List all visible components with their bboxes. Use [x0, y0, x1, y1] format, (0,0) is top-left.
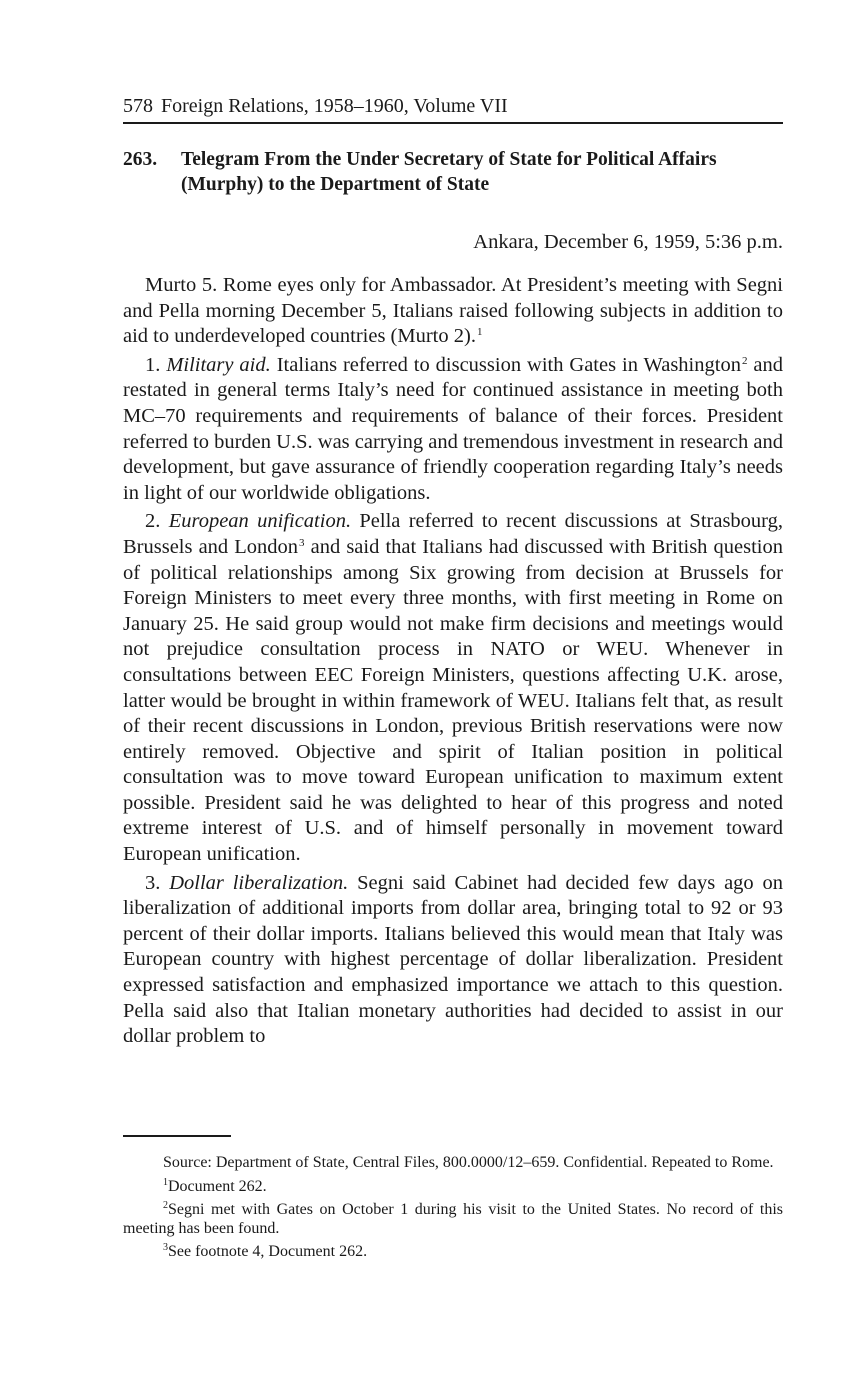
footnote [123, 1201, 783, 1238]
paragraph-text: and said that Italians had discussed with British question of political relationships among Six growing from decision at Brussels for Foreign Ministers to meet every three months, with first meeting in Rome on January 25. He said group would not make firm decisions and meetings would not prejudice consultation process in NATO or WEU. Whenever in consultations between EEC Foreign Ministers, questions affecting U.K. arose, latter would be brought in within framework of WEU. Italians felt that, as result of their recent discussions in London, previous British reservations were now entirely removed. Objective and spirit of Italian position in political consultation was to move toward European unification to maximum extent possible. President said he was delighted to hear of this progress and noted extreme interest of U.S. and of himself personally in movement toward European unification. [123, 535, 783, 866]
paragraph-european-unification [123, 509, 783, 867]
footnote [123, 1178, 783, 1197]
footnote [123, 1243, 783, 1262]
document-title: Telegram From the Under Secretary of State for Political Affairs (Murphy) to the Department of State [181, 149, 717, 195]
document-number: 263. [123, 149, 158, 170]
paragraph-intro [123, 273, 783, 350]
footnote-marker: 1 [163, 1176, 168, 1188]
paragraph-text: Segni said Cabinet had decided few days ago on liberalization of additional imports from dollar area, bringing total to 92 or 93 percent of their dollar imports. Italians believed this would mean that Italy was European country with highest percentage of dollar liberalization. President expressed satisfaction and emphasized importance we attach to this question. Pella said also that Italian monetary authorities had decided to assist in our dollar problem to [123, 871, 783, 1048]
footnote-ref: 3 [299, 536, 305, 549]
item-heading: European unification. [168, 510, 352, 533]
footnote-marker: 2 [163, 1200, 168, 1211]
item-number: 2. [145, 510, 161, 533]
footnote-text: See footnote 4, Document 262. [168, 1243, 368, 1260]
paragraph-text: Italians referred to discussion with Gates in Washington [276, 353, 741, 376]
footnote-marker: 3 [163, 1242, 168, 1253]
footnote-text: Segni met with Gates on October 1 during his visit to the United States. No record of this meeting has been found. [123, 1201, 783, 1237]
paragraph-military-aid [123, 353, 783, 507]
item-heading: Military aid. [166, 353, 271, 376]
volume-title: Foreign Relations, 1958–1960, Volume VII [161, 95, 508, 117]
document-heading [123, 147, 783, 197]
paragraph-text: Pella referred to recent discussions at Strasbourg, Brussels and London [123, 510, 783, 558]
item-number: 3. [145, 871, 161, 894]
page-number: 578 [123, 95, 153, 117]
footnote-ref: 2 [741, 354, 748, 367]
paragraph-dollar-liberalization [123, 871, 783, 1050]
footnotes [123, 1154, 783, 1267]
source-note: Source: Department of State, Central Files, 800.0000/12–659. Confidential. Repeated to Rome. [163, 1154, 774, 1171]
dateline: Ankara, December 6, 1959, 5:36 p.m. [473, 231, 783, 253]
running-head [123, 92, 783, 124]
paragraph-text: Murto 5. Rome eyes only for Ambassador. At President’s meeting with Segni and Pella morning December 5, Italians raised following subjects in addition to aid to underdeveloped countries (Murto 2). [123, 274, 783, 348]
footnote-text: Document 262. [168, 1177, 267, 1195]
paragraph-text: and restated in general terms Italy’s need for continued assistance in meeting both MC–70 requirements and requirements of balance of their forces. President referred to burden U.S. was carrying and tremendous investment in research and development, but gave assurance of friendly cooperation regarding Italy’s needs in light of our worldwide obligations. [123, 353, 783, 504]
item-heading: Dollar liberalization. [169, 871, 349, 894]
footnote-divider [123, 1135, 231, 1137]
footnote-ref: 1 [476, 326, 483, 339]
telegram-body [123, 273, 783, 1050]
item-number: 1. [145, 353, 161, 376]
